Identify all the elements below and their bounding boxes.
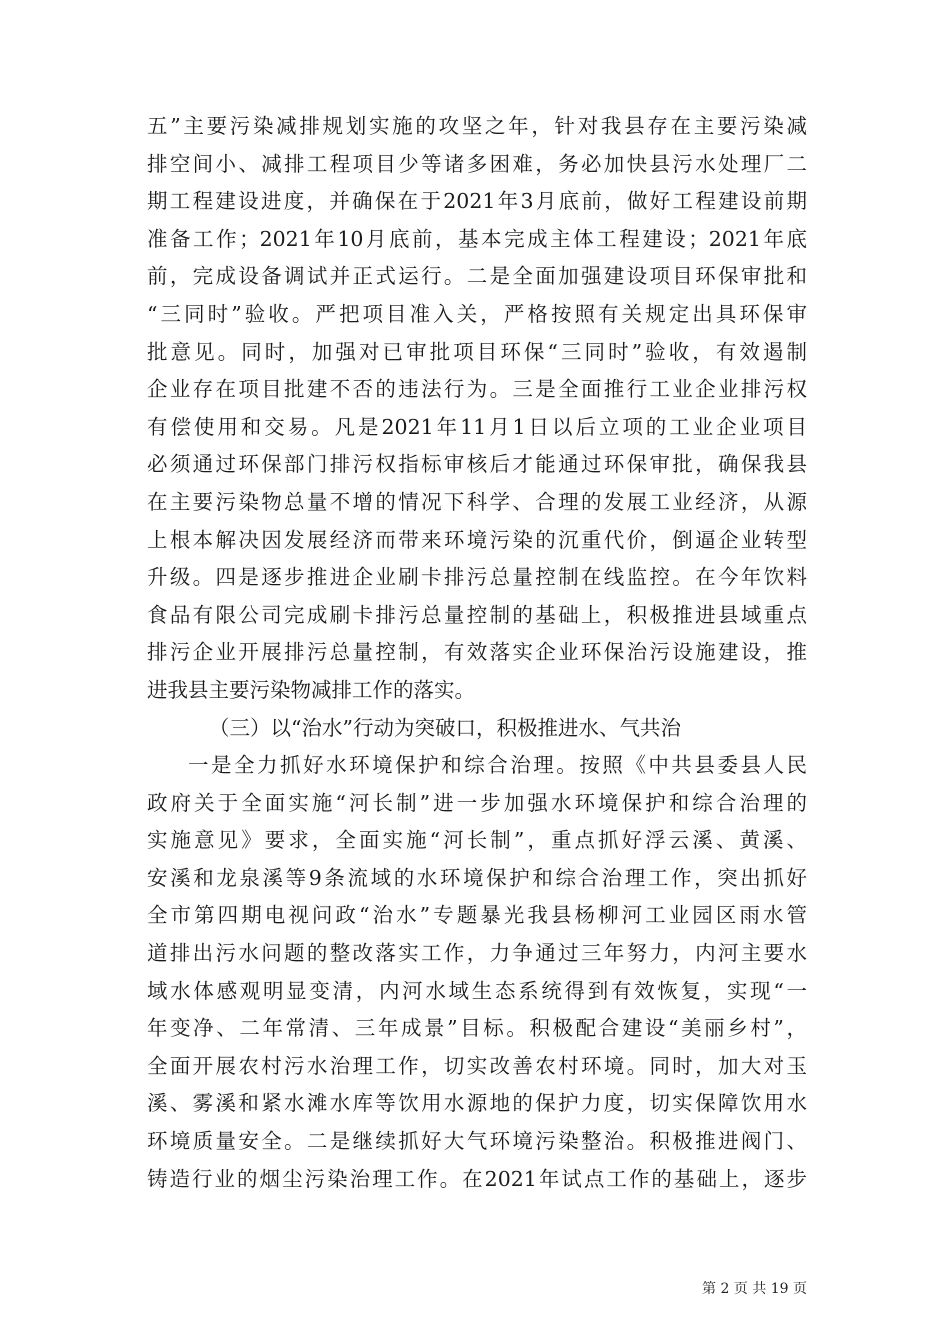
text-line: 溪、雾溪和紧水滩水库等饮用水源地的保护力度，切实保障饮用水 (147, 1091, 807, 1116)
text-line: 升级。四是逐步推进企业刷卡排污总量控制在线监控。在今年饮料 (147, 565, 807, 590)
section-heading: （三）以“治水”行动为突破口，积极推进水、气共治 (209, 715, 681, 740)
text-line: 铸造行业的烟尘污染治理工作。在2021年试点工作的基础上，逐步 (147, 1166, 807, 1191)
paragraph-first-line: 一是全力抓好水环境保护和综合治理。按照《中共县委县人民 (188, 753, 807, 778)
text-line: 在主要污染物总量不增的情况下科学、合理的发展工业经济，从源 (147, 489, 807, 514)
text-line: 准备工作；2021年10月底前，基本完成主体工程建设；2021年底 (147, 226, 807, 251)
text-line: 排空间小、减排工程项目少等诸多困难，务必加快县污水处理厂二 (147, 151, 807, 176)
text-line: 必须通过环保部门排污权指标审核后才能通过环保审批，确保我县 (147, 452, 807, 477)
text-line: 期工程建设进度，并确保在于2021年3月底前，做好工程建设前期 (147, 189, 807, 214)
text-line: 进我县主要污染物减排工作的落实。 (147, 677, 475, 702)
text-line: 环境质量安全。二是继续抓好大气环境污染整治。积极推进阀门、 (147, 1129, 807, 1154)
text-line: 全面开展农村污水治理工作，切实改善农村环境。同时，加大对玉 (147, 1053, 807, 1078)
text-line: 安溪和龙泉溪等9条流域的水环境保护和综合治理工作，突出抓好 (147, 865, 807, 890)
text-line: 年变净、二年常清、三年成景”目标。积极配合建设“美丽乡村”， (147, 1016, 807, 1041)
text-line: 批意见。同时，加强对已审批项目环保“三同时”验收，有效遏制 (147, 339, 807, 364)
text-line: 食品有限公司完成刷卡排污总量控制的基础上，积极推进县域重点 (147, 602, 807, 627)
text-line: 道排出污水问题的整改落实工作，力争通过三年努力，内河主要水 (147, 941, 807, 966)
text-line: 政府关于全面实施“河长制”进一步加强水环境保护和综合治理的 (147, 790, 807, 815)
text-line: 实施意见》要求，全面实施“河长制”，重点抓好浮云溪、黄溪、 (147, 828, 807, 853)
text-line: 五”主要污染减排规划实施的攻坚之年，针对我县存在主要污染减 (147, 114, 807, 138)
page-number: 第 2 页 共 19 页 (702, 1281, 807, 1297)
text-line: 上根本解决因发展经济而带来环境污染的沉重代价，倒逼企业转型 (147, 527, 807, 552)
text-line: 前，完成设备调试并正式运行。二是全面加强建设项目环保审批和 (147, 264, 807, 289)
text-line: 排污企业开展排污总量控制，有效落实企业环保治污设施建设，推 (147, 640, 807, 665)
text-line: 有偿使用和交易。凡是2021年11月1日以后立项的工业企业项目 (147, 414, 807, 439)
text-line: 全市第四期电视问政“治水”专题暴光我县杨柳河工业园区雨水管 (147, 903, 807, 928)
text-line: “三同时”验收。严把项目准入关，严格按照有关规定出具环保审 (147, 301, 807, 326)
text-line: 域水体感观明显变清，内河水域生态系统得到有效恢复，实现“一 (147, 978, 807, 1003)
text-line: 企业存在项目批建不否的违法行为。三是全面推行工业企业排污权 (147, 377, 807, 402)
body-text (147, 108, 807, 1198)
